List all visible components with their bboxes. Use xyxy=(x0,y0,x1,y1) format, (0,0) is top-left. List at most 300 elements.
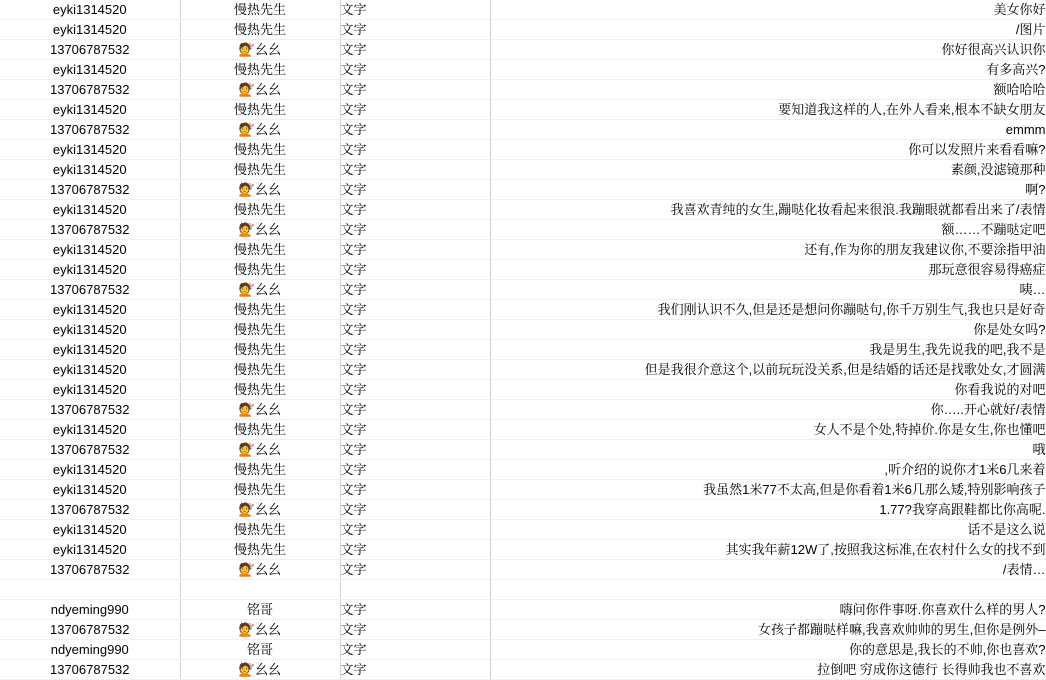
cell-message-content-text: 你看我说的对吧 xyxy=(954,382,1046,397)
cell-nickname[interactable] xyxy=(180,620,340,640)
cell-nickname[interactable] xyxy=(180,660,340,680)
cell-message-type-text: 文字 xyxy=(340,402,367,417)
cell-message-type-text: 文字 xyxy=(340,202,367,217)
cell-nickname-text: 慢热先生 xyxy=(233,322,286,337)
table-row[interactable] xyxy=(0,380,1046,400)
cell-nickname[interactable] xyxy=(180,280,340,300)
cell-message-content-text: 素颜,没滤镜那种 xyxy=(950,162,1046,177)
cell-message-content[interactable] xyxy=(490,380,1046,400)
table-row[interactable] xyxy=(0,240,1046,260)
cell-message-type[interactable] xyxy=(340,480,490,500)
cell-message-content[interactable] xyxy=(490,0,1046,20)
cell-account-id-text: eyki1314520 xyxy=(52,202,127,217)
cell-account-id[interactable] xyxy=(0,360,180,380)
cell-message-content-text: 额哈哈哈 xyxy=(993,82,1046,97)
cell-message-type[interactable] xyxy=(340,100,490,120)
table-row[interactable] xyxy=(0,200,1046,220)
cell-nickname[interactable] xyxy=(180,60,340,80)
cell-message-content[interactable] xyxy=(490,400,1046,420)
cell-message-content[interactable] xyxy=(490,420,1046,440)
cell-message-type[interactable] xyxy=(340,660,490,680)
cell-nickname[interactable] xyxy=(180,160,340,180)
cell-message-content[interactable] xyxy=(490,520,1046,540)
cell-nickname[interactable] xyxy=(180,80,340,100)
cell-message-content[interactable] xyxy=(490,160,1046,180)
cell-nickname[interactable] xyxy=(180,460,340,480)
cell-message-content[interactable] xyxy=(490,120,1046,140)
cell-nickname-text: 💇幺幺 xyxy=(238,122,282,137)
cell-nickname[interactable] xyxy=(180,400,340,420)
cell-account-id[interactable] xyxy=(0,300,180,320)
cell-message-type[interactable] xyxy=(340,120,490,140)
cell-nickname-text: 慢热先生 xyxy=(233,22,286,37)
cell-account-id[interactable] xyxy=(0,580,180,600)
cell-nickname-text: 💇幺幺 xyxy=(238,562,282,577)
cell-nickname[interactable] xyxy=(180,260,340,280)
cell-nickname-text: 慢热先生 xyxy=(233,2,286,17)
table-row[interactable] xyxy=(0,500,1046,520)
cell-message-type-text: 文字 xyxy=(340,42,367,57)
cell-message-content[interactable] xyxy=(490,340,1046,360)
cell-message-type[interactable] xyxy=(340,460,490,480)
table-row[interactable] xyxy=(0,40,1046,60)
cell-nickname-text: 慢热先生 xyxy=(233,522,286,537)
cell-message-content-text: 有多高兴? xyxy=(986,62,1046,77)
cell-message-type[interactable] xyxy=(340,140,490,160)
cell-message-content-text: 美女你好 xyxy=(993,2,1046,17)
cell-message-content[interactable] xyxy=(490,140,1046,160)
cell-message-type-text: 文字 xyxy=(340,362,367,377)
cell-account-id[interactable] xyxy=(0,460,180,480)
cell-message-type[interactable] xyxy=(340,200,490,220)
cell-account-id-text: 13706787532 xyxy=(49,282,130,297)
cell-account-id[interactable] xyxy=(0,440,180,460)
cell-nickname-text: 慢热先生 xyxy=(233,142,286,157)
cell-message-content-text: 还有,作为你的朋友我建议你,不要涂指甲油 xyxy=(804,242,1046,257)
cell-message-type[interactable] xyxy=(340,60,490,80)
cell-message-type-text: 文字 xyxy=(340,302,367,317)
cell-nickname-text: 慢热先生 xyxy=(233,242,286,257)
cell-message-content-text: 额……不蹦哒定吧 xyxy=(941,222,1046,237)
cell-nickname[interactable] xyxy=(180,240,340,260)
cell-message-type-text: 文字 xyxy=(340,322,367,337)
cell-message-content[interactable] xyxy=(490,260,1046,280)
cell-nickname[interactable] xyxy=(180,600,340,620)
cell-message-type-text: 文字 xyxy=(340,522,367,537)
table-row[interactable] xyxy=(0,140,1046,160)
cell-nickname-text: 💇幺幺 xyxy=(238,182,282,197)
cell-message-content-text: 你…..开心就好/表情 xyxy=(930,402,1046,417)
cell-nickname[interactable] xyxy=(180,580,340,600)
cell-nickname-text: 慢热先生 xyxy=(233,202,286,217)
cell-message-type-text: 文字 xyxy=(340,562,367,577)
table-row[interactable] xyxy=(0,560,1046,580)
cell-message-type-text: 文字 xyxy=(340,542,367,557)
cell-account-id[interactable] xyxy=(0,620,180,640)
cell-nickname-text: 💇幺幺 xyxy=(238,402,282,417)
cell-nickname-text: 慢热先生 xyxy=(233,362,286,377)
cell-message-content-text: 我是男生,我先说我的吧,我不是 xyxy=(869,342,1046,357)
cell-message-type-text: 文字 xyxy=(340,102,367,117)
cell-message-content[interactable] xyxy=(490,20,1046,40)
cell-message-type[interactable] xyxy=(340,560,490,580)
cell-account-id[interactable] xyxy=(0,400,180,420)
cell-message-type[interactable] xyxy=(340,360,490,380)
cell-account-id-text: eyki1314520 xyxy=(52,382,127,397)
cell-nickname-text: 💇幺幺 xyxy=(238,42,282,57)
cell-account-id-text: 13706787532 xyxy=(49,442,130,457)
cell-message-type-text: 文字 xyxy=(340,382,367,397)
cell-nickname-text: 慢热先生 xyxy=(233,262,286,277)
cell-nickname[interactable] xyxy=(180,360,340,380)
cell-message-type[interactable] xyxy=(340,520,490,540)
cell-message-content-text: 我们刚认识不久,但是还是想问你蹦哒句,你千万别生气,我也只是好奇 xyxy=(657,302,1046,317)
cell-account-id[interactable] xyxy=(0,480,180,500)
cell-account-id[interactable] xyxy=(0,60,180,80)
cell-nickname-text: 💇幺幺 xyxy=(238,282,282,297)
cell-message-type-text: 文字 xyxy=(340,602,367,617)
cell-account-id[interactable] xyxy=(0,260,180,280)
cell-nickname-text: 慢热先生 xyxy=(233,102,286,117)
cell-message-content[interactable] xyxy=(490,560,1046,580)
cell-account-id-text: 13706787532 xyxy=(49,222,130,237)
table-row[interactable] xyxy=(0,300,1046,320)
cell-account-id-text: eyki1314520 xyxy=(52,482,127,497)
cell-message-content[interactable] xyxy=(490,320,1046,340)
cell-nickname[interactable] xyxy=(180,340,340,360)
cell-nickname[interactable] xyxy=(180,220,340,240)
table-row[interactable] xyxy=(0,100,1046,120)
cell-message-content-text: 那玩意很容易得癌症 xyxy=(928,262,1046,277)
cell-message-type-text: 文字 xyxy=(340,162,367,177)
cell-account-id-text: eyki1314520 xyxy=(52,522,127,537)
cell-message-content-text: 嗨问你件事呀.你喜欢什么样的男人? xyxy=(839,602,1046,617)
cell-nickname[interactable] xyxy=(180,40,340,60)
cell-message-content-text: 啊? xyxy=(1025,182,1046,197)
table-row[interactable] xyxy=(0,660,1046,680)
cell-account-id-text: eyki1314520 xyxy=(52,162,127,177)
cell-account-id[interactable] xyxy=(0,380,180,400)
cell-message-content-text: 话不是这么说 xyxy=(967,522,1046,537)
cell-message-type[interactable] xyxy=(340,420,490,440)
cell-message-type[interactable] xyxy=(340,600,490,620)
cell-account-id-text: eyki1314520 xyxy=(52,2,127,17)
cell-nickname[interactable] xyxy=(180,320,340,340)
cell-account-id[interactable] xyxy=(0,0,180,20)
cell-message-content[interactable] xyxy=(490,640,1046,660)
cell-message-type[interactable] xyxy=(340,580,490,600)
table-row[interactable] xyxy=(0,400,1046,420)
cell-account-id[interactable] xyxy=(0,280,180,300)
cell-message-content-text: 我虽然1米77不太高,但是你看着1米6几那么矮,特别影响孩子 xyxy=(703,482,1046,497)
cell-message-type-text: 文字 xyxy=(340,262,367,277)
cell-account-id-text: eyki1314520 xyxy=(52,102,127,117)
cell-message-type-text: 文字 xyxy=(340,122,367,137)
cell-nickname[interactable] xyxy=(180,140,340,160)
cell-message-content-text: 你是处女吗? xyxy=(973,322,1046,337)
cell-nickname[interactable] xyxy=(180,440,340,460)
cell-message-content-text: 你好很高兴认识你 xyxy=(941,42,1046,57)
cell-message-type[interactable] xyxy=(340,320,490,340)
cell-account-id-text: eyki1314520 xyxy=(52,422,127,437)
cell-message-type[interactable] xyxy=(340,440,490,460)
cell-message-type-text: 文字 xyxy=(340,2,367,17)
cell-message-type-text: 文字 xyxy=(340,442,367,457)
cell-message-type[interactable] xyxy=(340,160,490,180)
cell-message-content[interactable] xyxy=(490,500,1046,520)
cell-message-type[interactable] xyxy=(340,40,490,60)
cell-nickname[interactable] xyxy=(180,200,340,220)
table-row[interactable] xyxy=(0,620,1046,640)
cell-nickname-text: 慢热先生 xyxy=(233,482,286,497)
cell-account-id-text: eyki1314520 xyxy=(52,302,127,317)
table-row[interactable] xyxy=(0,420,1046,440)
cell-account-id-text: 13706787532 xyxy=(49,182,130,197)
cell-account-id[interactable] xyxy=(0,320,180,340)
cell-message-type-text: 文字 xyxy=(340,182,367,197)
cell-nickname-text: 💇幺幺 xyxy=(238,442,282,457)
cell-message-type[interactable] xyxy=(340,0,490,20)
cell-message-content-text: emmm xyxy=(1005,122,1046,137)
cell-message-content[interactable] xyxy=(490,360,1046,380)
cell-message-content[interactable] xyxy=(490,440,1046,460)
cell-account-id-text: 13706787532 xyxy=(49,502,130,517)
table-row[interactable] xyxy=(0,20,1046,40)
cell-message-type-text: 文字 xyxy=(340,222,367,237)
cell-account-id[interactable] xyxy=(0,80,180,100)
cell-message-content-text: 咦… xyxy=(1019,282,1046,297)
cell-message-type-text: 文字 xyxy=(340,282,367,297)
table-row[interactable] xyxy=(0,60,1046,80)
table-row[interactable] xyxy=(0,180,1046,200)
cell-account-id[interactable] xyxy=(0,20,180,40)
cell-nickname[interactable] xyxy=(180,420,340,440)
cell-message-type[interactable] xyxy=(340,220,490,240)
cell-message-type[interactable] xyxy=(340,80,490,100)
table-row[interactable] xyxy=(0,360,1046,380)
cell-message-content[interactable] xyxy=(490,620,1046,640)
table-row[interactable] xyxy=(0,480,1046,500)
cell-message-type[interactable] xyxy=(340,240,490,260)
cell-message-type[interactable] xyxy=(340,20,490,40)
cell-message-type[interactable] xyxy=(340,400,490,420)
cell-account-id[interactable] xyxy=(0,340,180,360)
cell-account-id[interactable] xyxy=(0,120,180,140)
cell-message-content[interactable] xyxy=(490,100,1046,120)
cell-message-content-text: 但是我很介意这个,以前玩玩没关系,但是结婚的话还是找歌处女,才圆满 xyxy=(644,362,1046,377)
cell-account-id-text: 13706787532 xyxy=(49,82,130,97)
cell-message-content[interactable] xyxy=(490,600,1046,620)
cell-nickname-text: 慢热先生 xyxy=(233,62,286,77)
cell-message-type[interactable] xyxy=(340,620,490,640)
cell-nickname-text: 💇幺幺 xyxy=(238,622,282,637)
cell-nickname-text: 慢热先生 xyxy=(233,302,286,317)
cell-message-content[interactable] xyxy=(490,60,1046,80)
cell-account-id-text: eyki1314520 xyxy=(52,262,127,277)
cell-message-type[interactable] xyxy=(340,260,490,280)
cell-message-type[interactable] xyxy=(340,640,490,660)
cell-message-content-text: 其实我年薪12W了,按照我这标准,在农村什么女的找不到 xyxy=(725,542,1046,557)
cell-message-type-text: 文字 xyxy=(340,642,367,657)
table-row[interactable] xyxy=(0,540,1046,560)
table-row[interactable] xyxy=(0,0,1046,20)
cell-nickname[interactable] xyxy=(180,560,340,580)
table-row[interactable] xyxy=(0,440,1046,460)
cell-message-content[interactable] xyxy=(490,40,1046,60)
cell-account-id-text: eyki1314520 xyxy=(52,142,127,157)
cell-account-id-text: 13706787532 xyxy=(49,402,130,417)
cell-nickname[interactable] xyxy=(180,0,340,20)
cell-message-type-text: 文字 xyxy=(340,82,367,97)
cell-message-type[interactable] xyxy=(340,280,490,300)
table-row[interactable] xyxy=(0,600,1046,620)
cell-account-id-text: 13706787532 xyxy=(49,122,130,137)
cell-account-id-text: eyki1314520 xyxy=(52,62,127,77)
cell-nickname-text: 慢热先生 xyxy=(233,422,286,437)
cell-message-content[interactable] xyxy=(490,80,1046,100)
cell-nickname[interactable] xyxy=(180,520,340,540)
cell-message-content-text: /图片 xyxy=(1015,22,1046,37)
cell-nickname-text: 💇幺幺 xyxy=(238,502,282,517)
table-row[interactable] xyxy=(0,320,1046,340)
cell-message-content[interactable] xyxy=(490,540,1046,560)
cell-account-id[interactable] xyxy=(0,520,180,540)
cell-message-content-text: /表情… xyxy=(1002,562,1046,577)
cell-account-id-text: eyki1314520 xyxy=(52,342,127,357)
table-row[interactable] xyxy=(0,280,1046,300)
cell-nickname-text: 💇幺幺 xyxy=(238,82,282,97)
cell-nickname[interactable] xyxy=(180,300,340,320)
cell-nickname[interactable] xyxy=(180,640,340,660)
cell-account-id-text: eyki1314520 xyxy=(52,322,127,337)
cell-nickname[interactable] xyxy=(180,480,340,500)
cell-account-id[interactable] xyxy=(0,420,180,440)
cell-message-content[interactable] xyxy=(490,240,1046,260)
cell-message-content-text: 女孩子都蹦哒样嘛,我喜欢帅帅的男生,但你是例外– xyxy=(758,622,1046,637)
table-row[interactable] xyxy=(0,220,1046,240)
cell-nickname[interactable] xyxy=(180,120,340,140)
cell-message-type-text: 文字 xyxy=(340,502,367,517)
table-row[interactable] xyxy=(0,80,1046,100)
cell-nickname-text: 慢热先生 xyxy=(233,342,286,357)
table-row[interactable] xyxy=(0,340,1046,360)
cell-message-content[interactable] xyxy=(490,580,1046,600)
cell-message-content[interactable] xyxy=(490,480,1046,500)
cell-nickname-text: 慢热先生 xyxy=(233,542,286,557)
cell-message-type[interactable] xyxy=(340,340,490,360)
cell-nickname-text: 慢热先生 xyxy=(233,382,286,397)
table-row[interactable] xyxy=(0,120,1046,140)
cell-account-id[interactable] xyxy=(0,560,180,580)
cell-message-content-text: 哦 xyxy=(1032,442,1046,457)
cell-message-content-text: 1.77?我穿高跟鞋都比你高呢. xyxy=(879,502,1046,517)
cell-message-type[interactable] xyxy=(340,500,490,520)
cell-account-id[interactable] xyxy=(0,240,180,260)
cell-nickname[interactable] xyxy=(180,380,340,400)
cell-account-id[interactable] xyxy=(0,140,180,160)
cell-message-content[interactable] xyxy=(490,660,1046,680)
cell-account-id[interactable] xyxy=(0,660,180,680)
cell-message-content-text: 你的意思是,我长的不帅,你也喜欢? xyxy=(849,642,1046,657)
cell-account-id[interactable] xyxy=(0,100,180,120)
cell-nickname[interactable] xyxy=(180,180,340,200)
cell-message-type-text: 文字 xyxy=(340,422,367,437)
cell-message-type-text: 文字 xyxy=(340,142,367,157)
cell-nickname-text: 慢热先生 xyxy=(233,162,286,177)
cell-account-id[interactable] xyxy=(0,600,180,620)
cell-nickname[interactable] xyxy=(180,100,340,120)
cell-message-type-text: 文字 xyxy=(340,22,367,37)
cell-account-id[interactable] xyxy=(0,640,180,660)
cell-nickname[interactable] xyxy=(180,540,340,560)
cell-message-type-text: 文字 xyxy=(340,242,367,257)
cell-account-id[interactable] xyxy=(0,540,180,560)
table-row[interactable] xyxy=(0,520,1046,540)
cell-account-id-text: eyki1314520 xyxy=(52,362,127,377)
table-row[interactable] xyxy=(0,260,1046,280)
cell-account-id-text: 13706787532 xyxy=(49,662,130,677)
cell-message-type[interactable] xyxy=(340,180,490,200)
cell-account-id-text: eyki1314520 xyxy=(52,462,127,477)
cell-message-content[interactable] xyxy=(490,200,1046,220)
cell-message-type-text: 文字 xyxy=(340,662,367,677)
cell-account-id[interactable] xyxy=(0,200,180,220)
table-row[interactable] xyxy=(0,640,1046,660)
table-row[interactable] xyxy=(0,160,1046,180)
table-row[interactable] xyxy=(0,580,1046,600)
cell-nickname-text: 铭哥 xyxy=(246,602,273,617)
cell-nickname[interactable] xyxy=(180,500,340,520)
cell-account-id-text: eyki1314520 xyxy=(52,242,127,257)
cell-account-id[interactable] xyxy=(0,500,180,520)
cell-message-content[interactable] xyxy=(490,460,1046,480)
cell-message-type[interactable] xyxy=(340,300,490,320)
cell-message-type-text: 文字 xyxy=(340,342,367,357)
cell-message-content-text: 拉倒吧 穷成你这德行 长得帅我也不喜欢 xyxy=(817,662,1046,677)
cell-message-type[interactable] xyxy=(340,540,490,560)
cell-account-id-text: 13706787532 xyxy=(49,42,130,57)
cell-message-content[interactable] xyxy=(490,180,1046,200)
cell-message-content[interactable] xyxy=(490,280,1046,300)
cell-account-id[interactable] xyxy=(0,160,180,180)
cell-account-id-text: 13706787532 xyxy=(49,562,130,577)
table-row[interactable] xyxy=(0,460,1046,480)
cell-nickname-text: 💇幺幺 xyxy=(238,662,282,677)
cell-account-id-text: eyki1314520 xyxy=(52,22,127,37)
cell-message-content-text: 要知道我这样的人,在外人看来,根本不缺女朋友 xyxy=(778,102,1046,117)
cell-account-id-text: ndyeming990 xyxy=(50,642,129,657)
cell-message-content-text: ,听介绍的说你才1米6几来着 xyxy=(884,462,1046,477)
cell-nickname-text: 💇幺幺 xyxy=(238,222,282,237)
cell-account-id-text: eyki1314520 xyxy=(52,542,127,557)
cell-nickname-text: 铭哥 xyxy=(246,642,273,657)
cell-nickname[interactable] xyxy=(180,20,340,40)
cell-account-id-text: ndyeming990 xyxy=(50,602,129,617)
cell-message-content-text: 你可以发照片来看看嘛? xyxy=(908,142,1046,157)
cell-message-content[interactable] xyxy=(490,220,1046,240)
cell-account-id-text: 13706787532 xyxy=(49,622,130,637)
cell-nickname-text: 慢热先生 xyxy=(233,462,286,477)
cell-message-type[interactable] xyxy=(340,380,490,400)
cell-message-type-text: 文字 xyxy=(340,482,367,497)
cell-message-content-text: 女人不是个处,特掉价.你是女生,你也懂吧 xyxy=(813,422,1046,437)
cell-account-id[interactable] xyxy=(0,180,180,200)
cell-message-type-text: 文字 xyxy=(340,462,367,477)
cell-message-type-text: 文字 xyxy=(340,622,367,637)
cell-account-id[interactable] xyxy=(0,40,180,60)
cell-account-id[interactable] xyxy=(0,220,180,240)
cell-message-content[interactable] xyxy=(490,300,1046,320)
